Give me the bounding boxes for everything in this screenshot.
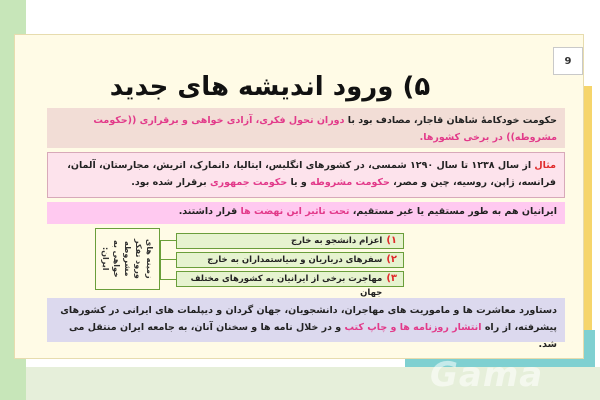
- intro-box: [47, 108, 565, 148]
- reason-text: مهاجرت برخی از ایرانیان به کشورهای مختلف جهان: [190, 274, 383, 298]
- example-box: [47, 152, 565, 198]
- outcome-text-end: و در خلال نامه ها و سخنان آنان، به جامعه ایران منتقل می شد.: [68, 322, 557, 350]
- reason-text: سفرهای درباریان و سیاستمداران به خارج: [207, 255, 383, 265]
- example-text-mid: و یا: [287, 177, 311, 188]
- influence-text: ایرانیان هم به طور مستقیم یا غیر مستقیم،: [349, 206, 557, 217]
- side-label-box: [95, 228, 160, 290]
- reason-item: [176, 271, 404, 298]
- bracket-connector-mid: [160, 259, 176, 260]
- reason-number: ۱): [386, 235, 397, 246]
- example-highlight-constitutional: حکومت مشروطه: [310, 177, 390, 188]
- example-highlight-republic: حکومت جمهوری: [209, 177, 288, 188]
- intro-highlight: دوران تحول فکری، آزادی خواهی و برقراری ((حکومت مشروطه)) در برخی کشورها.: [93, 115, 557, 143]
- example-text: از سال ۱۲۳۸ تا سال ۱۲۹۰ شمسی، در کشورهای انگلیس، ایتالیا، دانمارک، اتریش، مجارستان، آلمان، فرانسه، ژاپن، روسیه، چین و مصر،: [67, 160, 556, 188]
- page-number: 9: [553, 47, 583, 75]
- page-title: ۵) ورود اندیشه های جدید: [109, 72, 431, 102]
- bracket-connector: [160, 240, 176, 280]
- example-text-end: برقرار شده بود.: [131, 177, 210, 188]
- side-label: زمینه های ورود تفکر مشروطه خواهی به ایران:: [101, 239, 154, 279]
- outcome-highlight: انتشار روزنامه ها و چاپ کتب: [344, 322, 482, 333]
- influence-text-end: قرار داشتند.: [178, 206, 241, 217]
- influence-box: [47, 202, 565, 224]
- example-label: مثال: [534, 160, 556, 171]
- reason-item: [176, 252, 404, 268]
- reason-text: اعزام دانشجو به خارج: [291, 236, 383, 246]
- reason-item: [176, 233, 404, 249]
- gama-watermark: Gama: [430, 355, 544, 395]
- reason-number: ۳): [386, 273, 397, 284]
- outcome-box: [47, 298, 565, 350]
- intro-text: حکومت خودکامهٔ شاهان قاجار، مصادف بود با: [344, 115, 557, 126]
- outcome-text: دستاورد معاشرت ها و ماموریت های مهاجران، دانشجویان، جهان گردان و دیپلمات های ایرانی در کشورهای پیشرفته، از راه: [60, 305, 557, 333]
- reason-number: ۲): [386, 254, 397, 265]
- influence-highlight: تحت تاثیر این نهضت ها: [240, 206, 350, 217]
